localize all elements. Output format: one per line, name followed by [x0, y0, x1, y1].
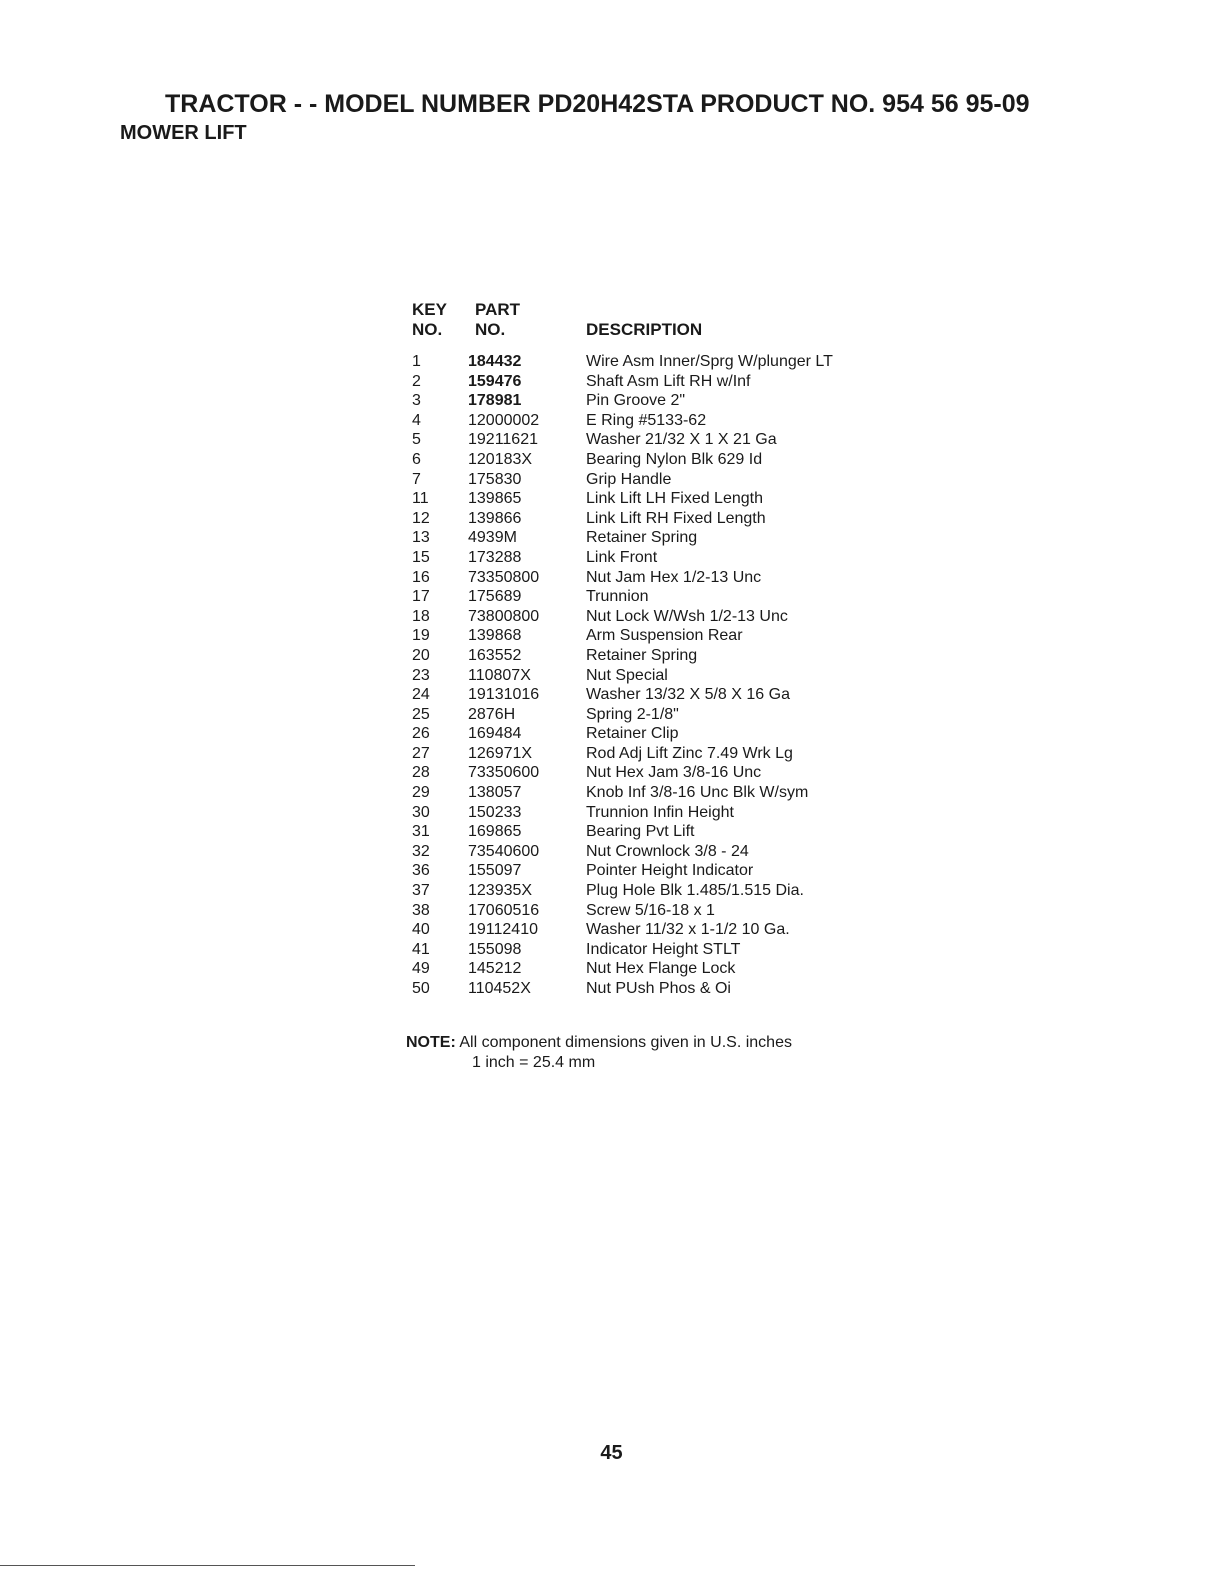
row-part-no: 19131016: [468, 686, 540, 704]
row-description: Link Lift RH Fixed Length: [586, 509, 766, 527]
row-part-no: 138057: [468, 784, 522, 802]
row-key-no: 20: [412, 646, 430, 664]
row-key-no: 36: [412, 862, 430, 880]
row-part-no: 175689: [468, 588, 522, 606]
row-part-no: 110452X: [468, 980, 531, 997]
note-label: NOTE:: [406, 1034, 456, 1051]
row-key-no: 11: [412, 490, 429, 508]
note-block: [406, 1033, 792, 1073]
header-key-line2: NO.: [412, 320, 443, 339]
row-description: Rod Adj Lift Zinc 7.49 Wrk Lg: [586, 744, 793, 762]
row-part-no: 73350600: [468, 764, 540, 782]
row-description: Link Front: [586, 548, 658, 566]
row-key-no: 6: [412, 450, 421, 468]
row-description: Bearing Nylon Blk 629 Id: [586, 450, 763, 468]
row-key-no: 13: [412, 529, 430, 547]
note-line1: All component dimensions given in U.S. inches: [459, 1034, 792, 1051]
row-part-no: 169865: [468, 823, 522, 841]
row-key-no: 12: [412, 509, 430, 527]
row-description: Knob Inf 3/8-16 Unc Blk W/sym: [586, 784, 809, 802]
row-part-no: 19112410: [468, 921, 538, 939]
row-description: Washer 13/32 X 5/8 X 16 Ga: [586, 686, 790, 704]
row-description: Bearing Pvt Lift: [586, 823, 695, 841]
row-description: Retainer Spring: [586, 529, 698, 547]
row-key-no: 23: [412, 666, 430, 684]
row-description: Spring 2-1/8": [586, 705, 679, 723]
bottom-rule: [0, 1565, 415, 1566]
row-key-no: 50: [412, 980, 430, 997]
row-description: Retainer Spring: [586, 646, 698, 664]
header-part-line2: NO.: [475, 320, 506, 339]
row-key-no: 24: [412, 686, 430, 704]
row-key-no: 26: [412, 725, 430, 743]
row-key-no: 1: [412, 353, 421, 370]
row-description: Washer 11/32 x 1-1/2 10 Ga.: [586, 921, 790, 939]
row-key-no: 18: [412, 607, 430, 625]
row-part-no: 163552: [468, 646, 522, 664]
row-part-no: 126971X: [468, 744, 533, 762]
row-part-no: 73800800: [468, 607, 540, 625]
row-part-no: 73350800: [468, 568, 540, 586]
row-description: Screw 5/16-18 x 1: [586, 901, 715, 919]
row-part-no: 139868: [468, 627, 522, 645]
row-part-no: 120183X: [468, 450, 533, 468]
row-key-no: 31: [412, 823, 430, 841]
row-key-no: 29: [412, 784, 430, 802]
row-part-no: 169484: [468, 725, 522, 743]
section-subtitle: MOWER LIFT: [120, 122, 247, 144]
row-part-no: 17060516: [468, 901, 540, 919]
row-description: Pointer Height Indicator: [586, 862, 754, 880]
row-description: Link Lift LH Fixed Length: [586, 490, 763, 508]
row-description: Arm Suspension Rear: [586, 627, 743, 645]
page-number: 45: [600, 1442, 623, 1464]
row-description: Pin Groove 2": [586, 392, 686, 410]
row-description: Washer 21/32 X 1 X 21 Ga: [586, 431, 777, 449]
row-part-no: 159476: [468, 372, 522, 390]
header-part-line1: PART: [475, 300, 521, 319]
row-part-no: 184432: [468, 353, 522, 370]
row-description: Shaft Asm Lift RH w/Inf: [586, 372, 751, 390]
row-key-no: 19: [412, 627, 430, 645]
row-key-no: 49: [412, 960, 430, 978]
row-description: Nut Hex Flange Lock: [586, 960, 736, 978]
header-key-line1: KEY: [412, 300, 447, 319]
row-key-no: 16: [412, 568, 430, 586]
row-key-no: 30: [412, 803, 430, 821]
row-part-no: 110807X: [468, 666, 531, 684]
row-part-no: 175830: [468, 470, 522, 488]
row-key-no: 3: [412, 392, 421, 410]
row-description: Nut Crownlock 3/8 - 24: [586, 842, 749, 860]
row-key-no: 38: [412, 901, 430, 919]
row-part-no: 4939M: [468, 529, 517, 547]
row-key-no: 32: [412, 842, 430, 860]
row-description: Trunnion Infin Height: [586, 803, 734, 821]
row-part-no: 139865: [468, 490, 522, 508]
row-description: E Ring #5133-62: [586, 411, 707, 429]
row-description: Trunnion: [586, 588, 649, 606]
row-part-no: 178981: [468, 392, 522, 410]
row-part-no: 12000002: [468, 411, 540, 429]
row-part-no: 173288: [468, 548, 522, 566]
row-part-no: 139866: [468, 509, 522, 527]
row-key-no: 7: [412, 470, 421, 488]
row-description: Nut PUsh Phos & Oi: [586, 980, 731, 997]
note-line2: 1 inch = 25.4 mm: [472, 1054, 596, 1071]
row-description: Nut Jam Hex 1/2-13 Unc: [586, 568, 762, 586]
row-key-no: 40: [412, 921, 430, 939]
row-part-no: 73540600: [468, 842, 540, 860]
page-title: TRACTOR - - MODEL NUMBER PD20H42STA PRODUCT NO. 954 56 95-09: [165, 90, 1030, 118]
row-part-no: 2876H: [468, 705, 516, 723]
row-part-no: 19211621: [468, 431, 538, 449]
row-key-no: 41: [412, 940, 430, 958]
row-part-no: 145212: [468, 960, 522, 978]
row-description: Indicator Height STLT: [586, 940, 741, 958]
row-key-no: 4: [412, 411, 421, 429]
row-key-no: 37: [412, 882, 430, 900]
row-key-no: 17: [412, 588, 430, 606]
row-key-no: 25: [412, 705, 430, 723]
row-part-no: 150233: [468, 803, 522, 821]
row-part-no: 123935X: [468, 882, 533, 900]
row-part-no: 155098: [468, 940, 522, 958]
row-description: Nut Special: [586, 666, 668, 684]
row-description: Nut Hex Jam 3/8-16 Unc: [586, 764, 762, 782]
row-key-no: 27: [412, 744, 430, 762]
row-key-no: 5: [412, 431, 421, 449]
row-key-no: 28: [412, 764, 430, 782]
row-key-no: 2: [412, 372, 421, 390]
row-description: Grip Handle: [586, 470, 672, 488]
header-description: DESCRIPTION: [586, 320, 703, 339]
row-part-no: 155097: [468, 862, 522, 880]
row-description: Retainer Clip: [586, 725, 679, 743]
row-key-no: 15: [412, 548, 430, 566]
row-description: Plug Hole Blk 1.485/1.515 Dia.: [586, 882, 804, 900]
row-description: Wire Asm Inner/Sprg W/plunger LT: [586, 353, 833, 370]
row-description: Nut Lock W/Wsh 1/2-13 Unc: [586, 607, 788, 625]
